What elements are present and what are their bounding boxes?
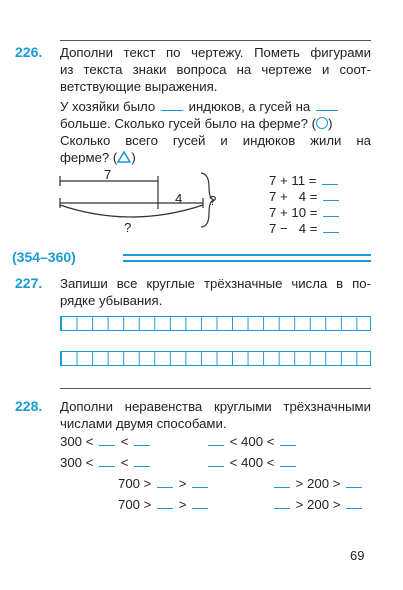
- task-227-line-1: Запиши все круглые трёхзначные числа в по-: [60, 276, 371, 291]
- answer-blank[interactable]: [208, 434, 224, 446]
- answer-blank[interactable]: [323, 205, 339, 217]
- diagram-label-4: 4: [175, 191, 183, 206]
- text-4a: ферме? (: [60, 150, 118, 165]
- task-226-text-line-1: [60, 98, 380, 115]
- inequality-left-1: 300 < <: [60, 434, 152, 449]
- inequality-right-3: > 200 >: [272, 476, 364, 491]
- answer-blank[interactable]: [208, 455, 224, 467]
- task-226-number: 226.: [15, 44, 43, 60]
- answer-blank[interactable]: [346, 497, 362, 509]
- answer-cells-row-1[interactable]: [60, 316, 371, 331]
- diagram-question-right: ?: [209, 193, 217, 208]
- expression-3: 7 + 10 =: [269, 205, 341, 220]
- answer-blank[interactable]: [280, 455, 296, 467]
- diagram-label-7: 7: [104, 167, 112, 182]
- section-line-top: [123, 254, 371, 256]
- task-226-intro-line-1: Дополни текст по чертежу. Пометь фигурами: [60, 45, 371, 60]
- expression-1: 7 + 11 =: [269, 173, 340, 188]
- answer-blank[interactable]: [323, 189, 339, 201]
- answer-blank[interactable]: [99, 434, 115, 446]
- task-226-text-line-2: [60, 115, 380, 132]
- answer-blank[interactable]: [274, 476, 290, 488]
- text-4b: ): [131, 150, 136, 165]
- task-226-text-line-3: Сколько всего гусей и индюков жили на: [60, 133, 371, 148]
- text-2c: ): [328, 116, 333, 131]
- text-2a: больше: [60, 116, 108, 131]
- answer-blank[interactable]: [322, 173, 338, 185]
- answer-blank[interactable]: [157, 497, 173, 509]
- text-1a: У хозяйки было: [60, 99, 156, 114]
- inequality-right-1: < 400 <: [206, 434, 298, 449]
- inequality-right-4: > 200 >: [272, 497, 364, 512]
- text-2b: . Сколько гусей было на ферме? (: [107, 116, 317, 131]
- answer-blank[interactable]: [316, 99, 338, 111]
- task-228-number: 228.: [15, 398, 43, 414]
- expression-4: 7 − 4 =: [269, 221, 341, 236]
- task-228-line-2: числами двумя способами.: [60, 416, 227, 431]
- diagram-question-bottom: ?: [124, 220, 132, 235]
- task-226-text-line-4: [60, 149, 136, 166]
- answer-blank[interactable]: [134, 434, 150, 446]
- answer-blank[interactable]: [99, 455, 115, 467]
- task-227-line-2: рядке убывания.: [60, 293, 163, 308]
- task-228-line-1: Дополни неравенства круглыми трёхзначными: [60, 399, 371, 414]
- answer-blank[interactable]: [274, 497, 290, 509]
- expression-2: 7 + 4 =: [269, 189, 341, 204]
- inequality-left-4: 700 > >: [118, 497, 210, 512]
- answer-blank[interactable]: [280, 434, 296, 446]
- task-227-number: 227.: [15, 275, 43, 291]
- segment-diagram: [55, 165, 225, 235]
- triangle-icon: [117, 151, 131, 163]
- answer-blank[interactable]: [192, 497, 208, 509]
- answer-blank[interactable]: [323, 221, 339, 233]
- answer-blank[interactable]: [134, 455, 150, 467]
- divider-rule: [60, 388, 371, 389]
- section-range: (354–360): [12, 249, 76, 265]
- inequality-left-3: 700 > >: [118, 476, 210, 491]
- text-1b: индюков, а гусей на: [188, 99, 311, 114]
- task-226-intro-line-2: из текста знаки вопроса на чертеже и соот-: [60, 62, 371, 77]
- answer-blank[interactable]: [346, 476, 362, 488]
- answer-cells-row-2[interactable]: [60, 351, 371, 366]
- inequality-right-2: < 400 <: [206, 455, 298, 470]
- task-226-intro-line-3: ветствующие выражения.: [60, 79, 218, 94]
- top-rule: [60, 40, 371, 41]
- answer-blank[interactable]: [192, 476, 208, 488]
- page-number: 69: [350, 548, 365, 563]
- section-line-bottom: [123, 260, 371, 262]
- answer-blank[interactable]: [161, 99, 183, 111]
- inequality-left-2: 300 < <: [60, 455, 152, 470]
- circle-icon: [316, 117, 328, 129]
- answer-blank[interactable]: [157, 476, 173, 488]
